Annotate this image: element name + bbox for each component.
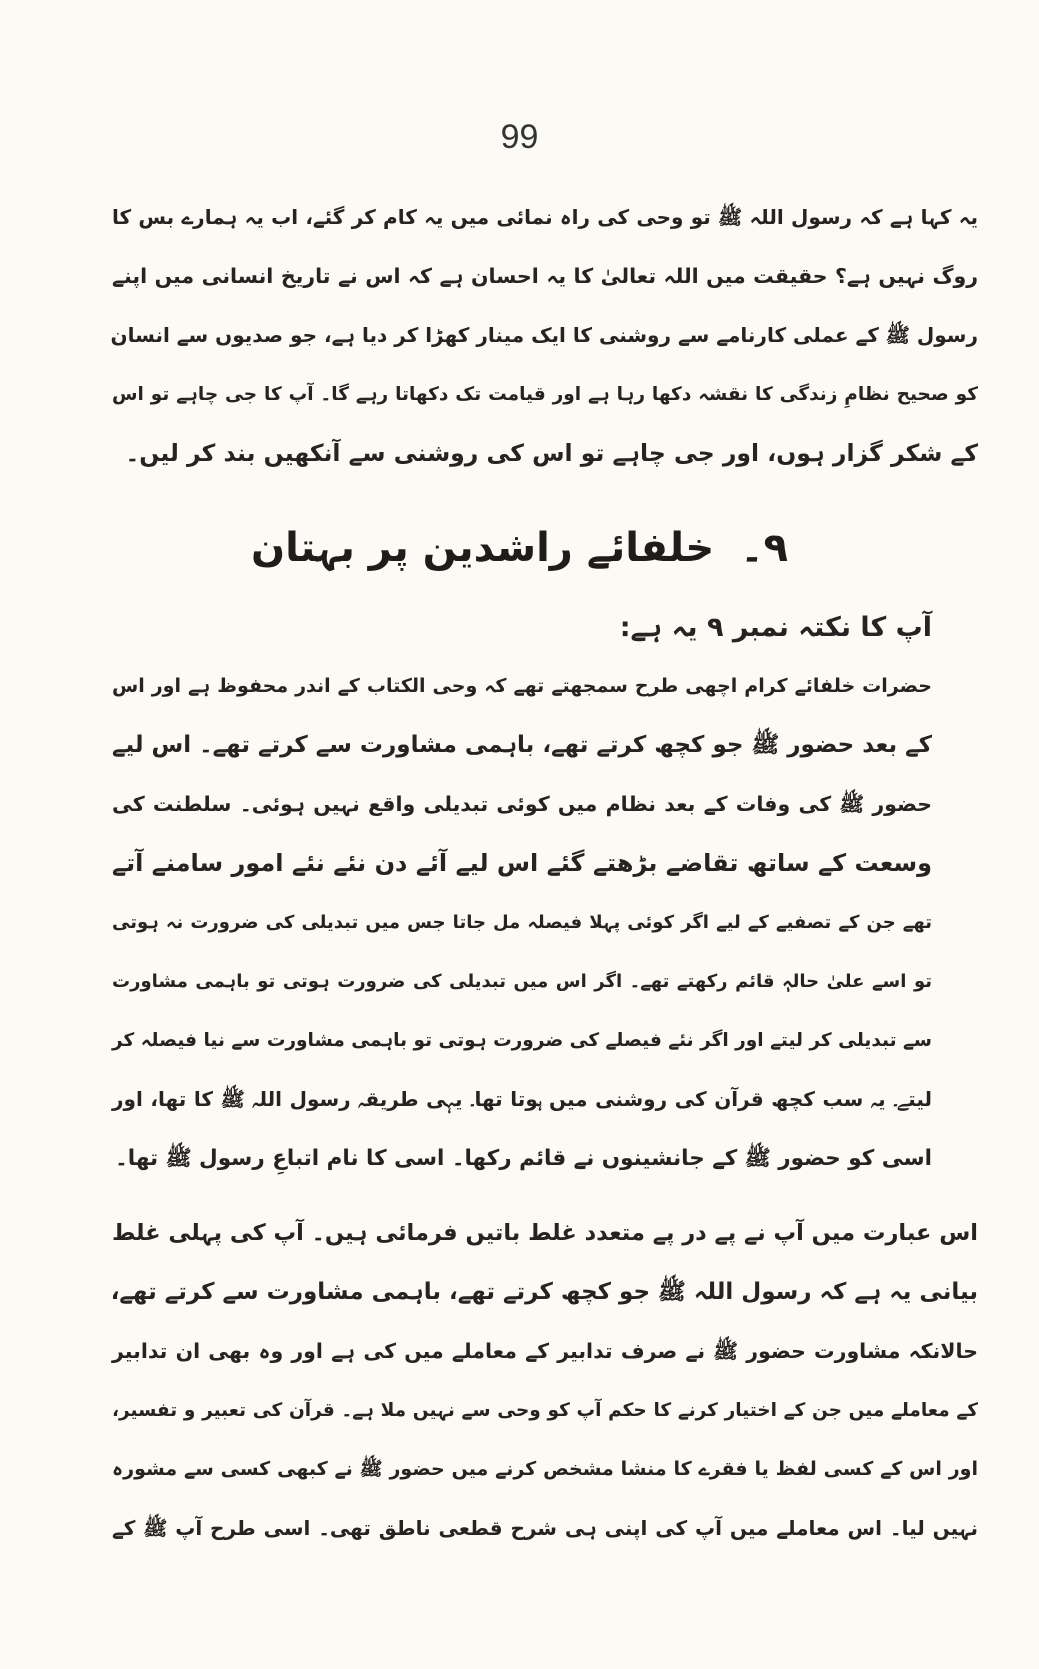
text-line: بیانی یہ ہے کہ رسول اللہ ﷺ جو کچھ کرتے تھے، باہمی مشاورت سے کرتے تھے، (110, 1279, 978, 1305)
text-line: اور اس کے کسی لفظ یا فقرے کا منشا مشخص کرنے میں حضور ﷺ نے کبھی کسی سے مشورہ (112, 1458, 978, 1480)
paragraph-3 (112, 1204, 978, 1558)
section-heading (0, 525, 1039, 571)
text-line: کے معاملے میں جن کے اختیار کرنے کا حکم آپ کو وحی سے نہیں ملا ہے۔ قرآن کی تعبیر و تفسیر، (112, 1400, 978, 1421)
quote-line: لیتے۔ یہ سب کچھ قرآن کی روشنی میں ہوتا تھا۔ یہی طریقہ رسول اللہ ﷺ کا تھا، اور (112, 1087, 932, 1111)
text-line: کے شکر گزار ہوں، اور جی چاہے تو اس کی روشنی سے آنکھیں بند کر لیں۔ (125, 439, 978, 467)
text-line: نہیں لیا۔ اس معاملے میں آپ کی اپنی ہی شرح قطعی ناطق تھی۔ اسی طرح آپ ﷺ کے (112, 1516, 978, 1540)
text-line: حالانکہ مشاورت حضور ﷺ نے صرف تدابیر کے معاملے میں کی ہے اور وہ بھی ان تدابیر (112, 1339, 978, 1363)
quote-line: وسعت کے ساتھ تقاضے بڑھتے گئے اس لیے آئے دن نئے نئے امور سامنے آتے (112, 849, 932, 877)
quote-intro: آپ کا نکتہ نمبر ۹ یہ ہے: (619, 612, 932, 643)
text-line: رسول ﷺ کے عملی کارنامے سے روشنی کا ایک مینار کھڑا کر دیا ہے، جو صدیوں سے انسان (110, 323, 978, 347)
page-number: 99 (500, 118, 539, 156)
quote-line: سے تبدیلی کر لیتے اور اگر نئے فیصلے کی ضرورت ہوتی تو باہمی مشاورت سے نیا فیصلہ کر (112, 1030, 932, 1051)
quote-line: حضرات خلفائے کرام اچھی طرح سمجھتے تھے کہ وحی الکتاب کے اندر محفوظ ہے اور اس (112, 675, 932, 697)
text-line: اس عبارت میں آپ نے پے در پے متعدد غلط باتیں فرمائی ہیں۔ آپ کی پہلی غلط (111, 1220, 978, 1246)
section-title: خلفائے راشدین پر بہتان (250, 525, 715, 571)
text-line: یہ کہا ہے کہ رسول اللہ ﷺ تو وحی کی راہ نمائی میں یہ کام کر گئے، اب یہ ہمارے بس کا (112, 205, 978, 229)
quote-line: تو اسے علیٰ حالہٖ قائم رکھتے تھے۔ اگر اس میں تبدیلی کی ضرورت ہوتی تو باہمی مشاورت (112, 971, 932, 992)
quote-line: کے بعد حضور ﷺ جو کچھ کرتے تھے، باہمی مشاورت سے کرتے تھے۔ اس لیے (112, 732, 932, 758)
quote-line: تھے جن کے تصفیے کے لیے اگر کوئی پہلا فیصلہ مل جاتا جس میں تبدیلی کی ضرورت نہ ہوتی (112, 912, 932, 933)
text-line: کو صحیح نظامِ زندگی کا نقشہ دکھا رہا ہے اور قیامت تک دکھاتا رہے گا۔ آپ کا جی چاہے تو اس (112, 384, 978, 405)
paragraph-1 (112, 188, 978, 483)
quote-line: اسی کو حضور ﷺ کے جانشینوں نے قائم رکھا۔ اسی کا نام اتباعِ رسول ﷺ تھا۔ (115, 1146, 932, 1171)
text-line: روگ نہیں ہے؟ حقیقت میں اللہ تعالیٰ کا یہ احسان ہے کہ اس نے تاریخ انسانی میں اپنے (112, 264, 978, 288)
section-number: ۹۔ (740, 525, 789, 571)
quote-line: حضور ﷺ کی وفات کے بعد نظام میں کوئی تبدیلی واقع نہیں ہوئی۔ سلطنت کی (112, 792, 932, 816)
quote-block (112, 598, 932, 1188)
